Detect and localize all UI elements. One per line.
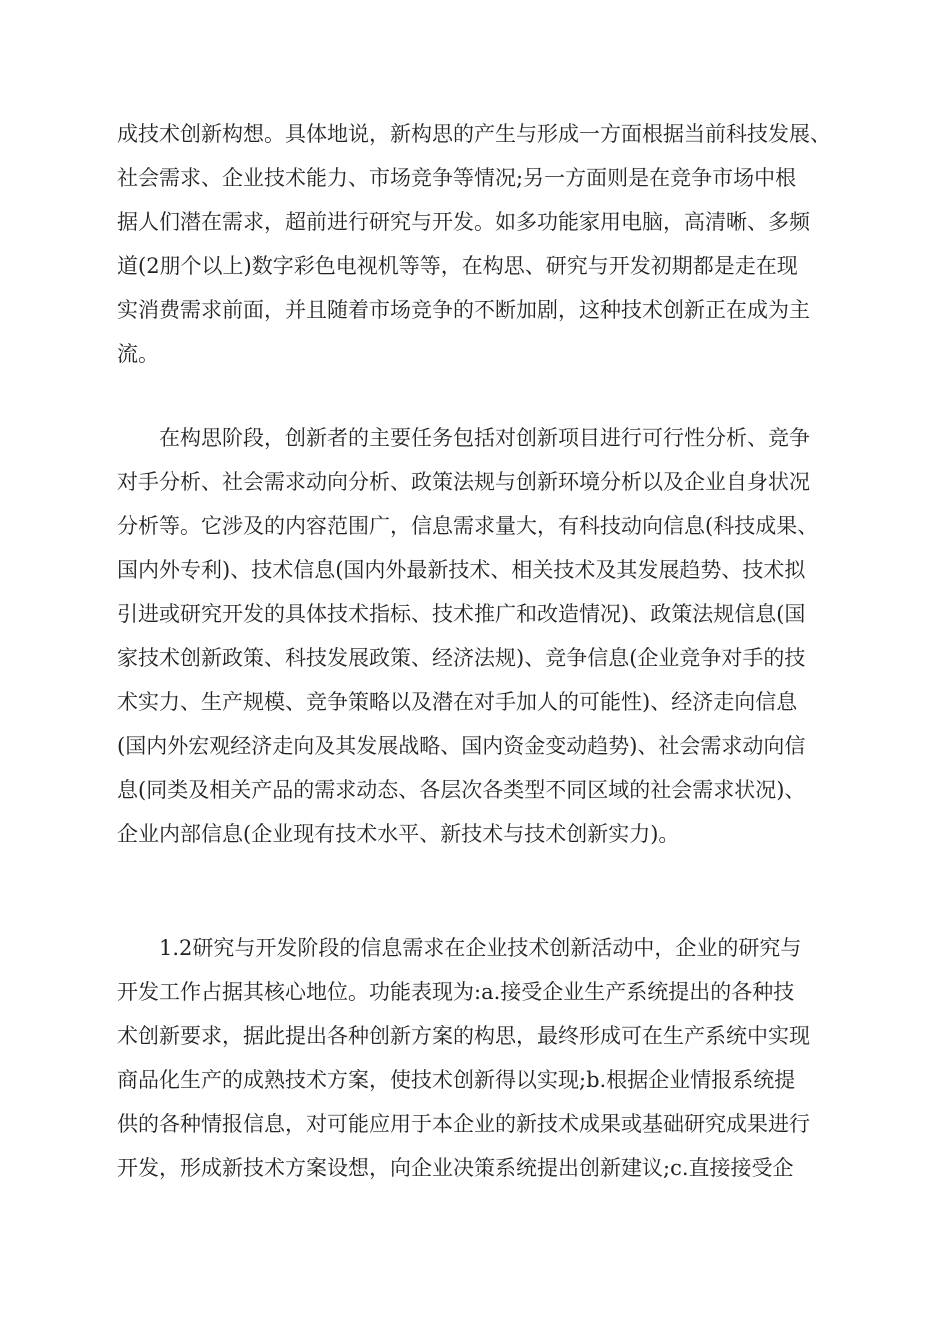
text-line: 分析等。它涉及的内容范围广，信息需求量大，有科技动向信息(科技成果、 <box>117 514 819 538</box>
text-line: 企业内部信息(企业现有技术水平、新技术与技术创新实力)。 <box>117 822 680 846</box>
text-line: (国内外宏观经济走向及其发展战略、国内资金变动趋势)、社会需求动向信 <box>117 734 806 758</box>
paragraph-2 <box>117 416 818 856</box>
text-line: 道(2朋个以上)数字彩色电视机等等，在构思、研究与开发初期都是走在现 <box>117 254 798 278</box>
text-line: 引进或研究开发的具体技术指标、技术推广和改造情况)、政策法规信息(国 <box>117 602 806 626</box>
text-line: 实消费需求前面，并且随着市场竞争的不断加剧，这种技术创新正在成为主 <box>117 298 810 322</box>
text-line: 据人们潜在需求，超前进行研究与开发。如多功能家用电脑，高清晰、多频 <box>117 210 810 234</box>
paragraph-3 <box>117 926 810 1190</box>
text-line: 术实力、生产规模、竞争策略以及潜在对手加人的可能性)、经济走向信息 <box>117 690 798 714</box>
text-line: 1.2研究与开发阶段的信息需求在企业技术创新活动中，企业的研究与 <box>159 936 802 960</box>
text-line: 对手分析、社会需求动向分析、政策法规与创新环境分析以及企业自身状况 <box>117 470 810 494</box>
text-line: 国内外专利)、技术信息(国内外最新技术、相关技术及其发展趋势、技术拟 <box>117 558 806 582</box>
text-line: 术创新要求，据此提出各种创新方案的构思，最终形成可在生产系统中实现 <box>117 1024 810 1048</box>
text-line: 家技术创新政策、科技发展政策、经济法规)、竞争信息(企业竞争对手的技 <box>117 646 806 670</box>
paragraph-1 <box>117 112 831 376</box>
text-line: 流。 <box>117 342 159 366</box>
text-line: 息(同类及相关产品的需求动态、各层次各类型不同区域的社会需求状况)、 <box>117 778 806 802</box>
text-line: 社会需求、企业技术能力、市场竞争等情况;另一方面则是在竞争市场中根 <box>117 166 797 190</box>
text-line: 开发，形成新技术方案设想，向企业决策系统提出创新建议;c.直接接受企 <box>117 1156 794 1180</box>
text-line: 在构思阶段，创新者的主要任务包括对创新项目进行可行性分析、竞争 <box>159 426 810 450</box>
text-line: 供的各种情报信息，对可能应用于本企业的新技术成果或基础研究成果进行 <box>117 1112 810 1136</box>
text-line: 开发工作占据其核心地位。功能表现为:a.接受企业生产系统提出的各种技 <box>117 980 795 1004</box>
text-line: 成技术创新构想。具体地说，新构思的产生与形成一方面根据当前科技发展、 <box>117 122 831 146</box>
text-line: 商品化生产的成熟技术方案，使技术创新得以实现;b.根据企业情报系统提 <box>117 1068 796 1092</box>
